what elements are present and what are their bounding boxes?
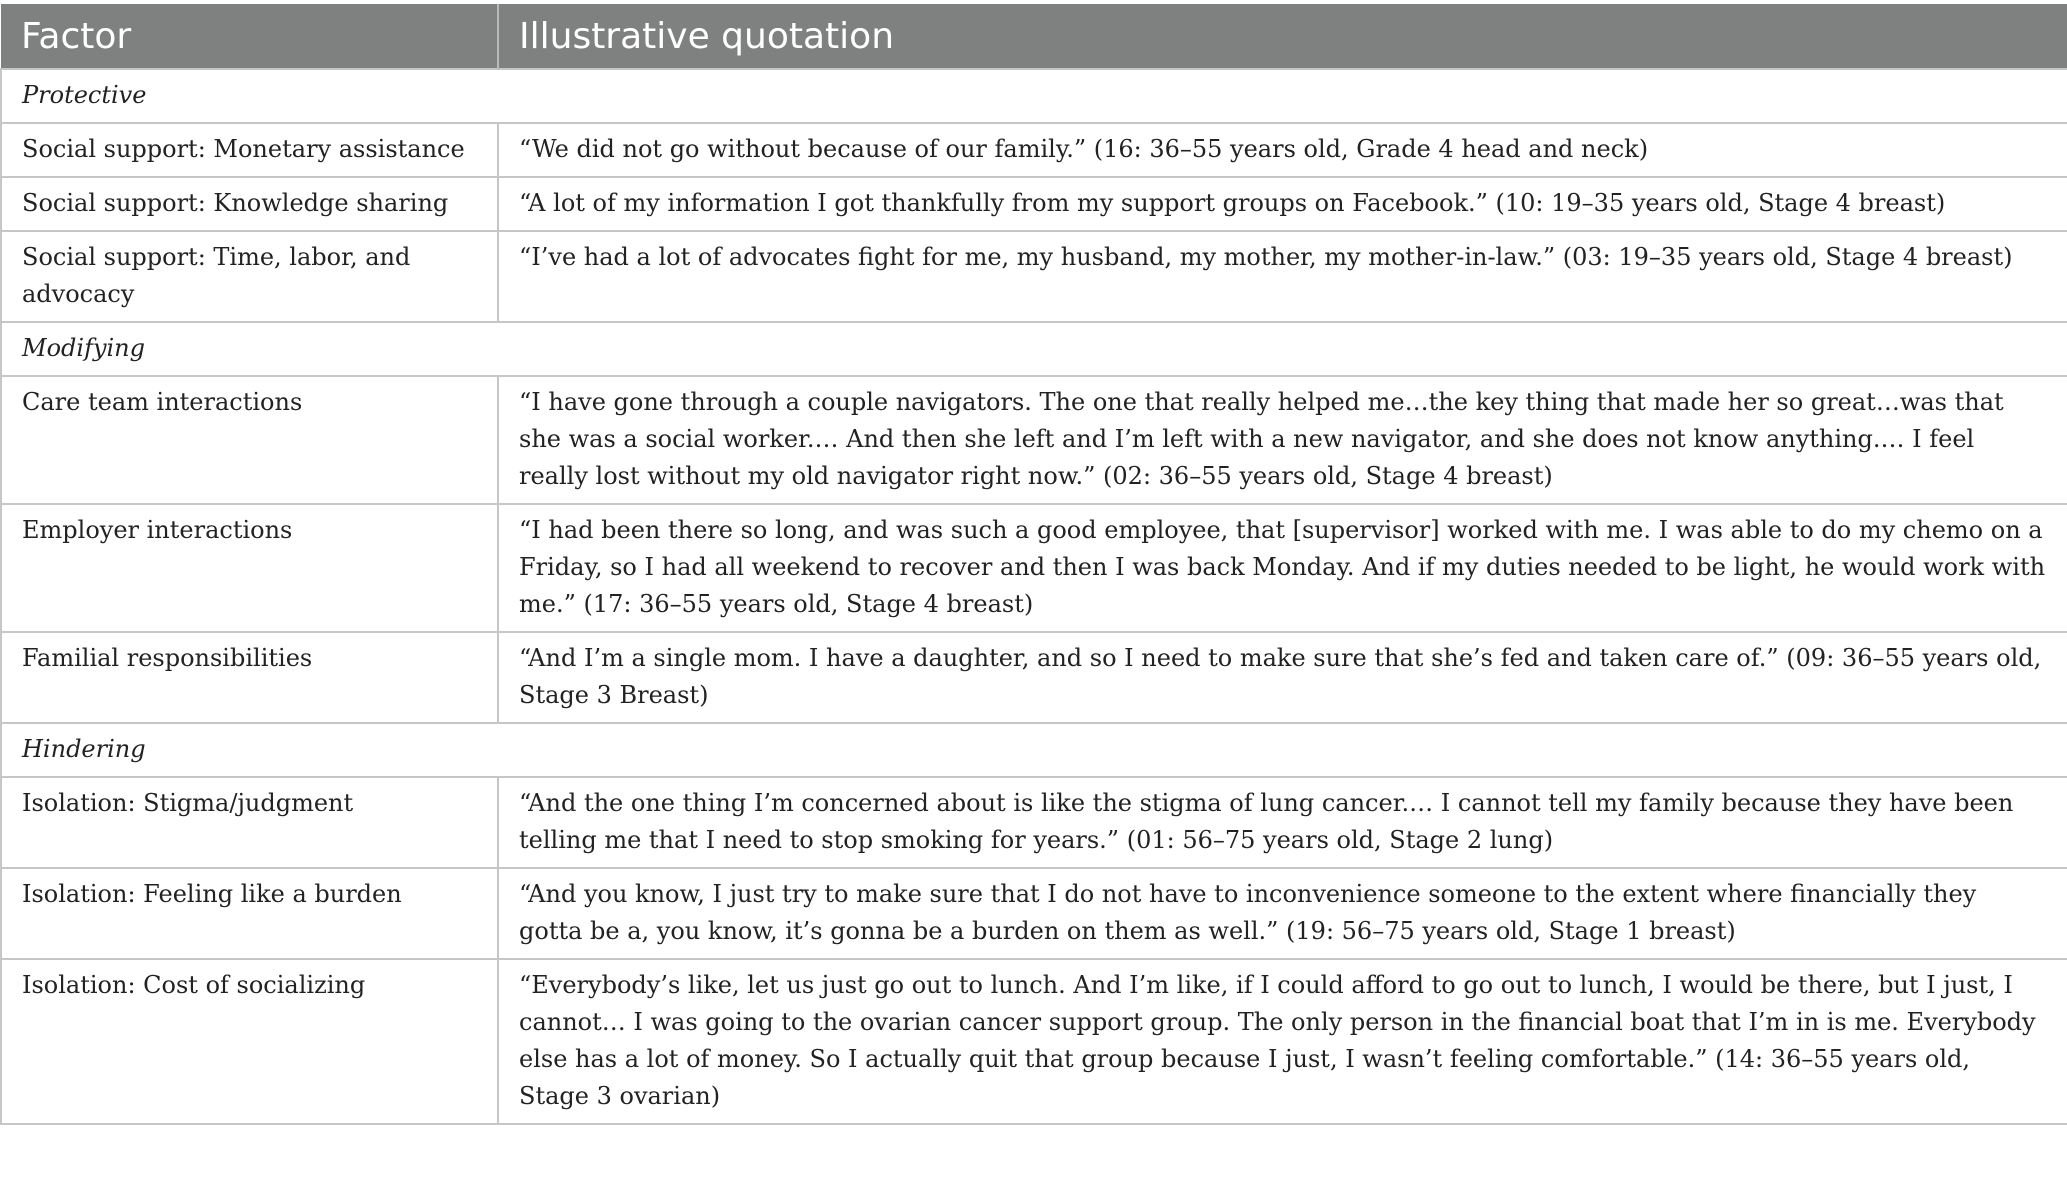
quotation-cell: “I had been there so long, and was such a good employee, that [supervisor] worked with me. I was able to do my chemo on a Friday, so I had all weekend to recover and then I was back Monday. And if my duties needed to be light, he would work with me.” (17: 36–55 years old, Stage 4 breast) (498, 504, 2067, 632)
section-row-hindering (1, 723, 2067, 777)
quotation-cell: “Everybody’s like, let us just go out to lunch. And I’m like, if I could afford to go out to lunch, I would be there, but I just, I cannot… I was going to the ovarian cancer support group. The only person in the financial boat that I’m in is me. Everybody else has a lot of money. So I actually quit that group because I just, I wasn’t feeling comfortable.” (14: 36–55 years old, Stage 3 ovarian) (498, 959, 2067, 1124)
table-row (1, 632, 2067, 723)
section-row-protective (1, 69, 2067, 123)
table-row (1, 177, 2067, 231)
factor-cell: Care team interactions (1, 376, 498, 504)
section-title-modifying: Modifying (1, 322, 2067, 376)
quotation-table (0, 4, 2067, 1125)
quotation-cell: “I have gone through a couple navigators. The one that really helped me…the key thing that made her so great…was that she was a social worker.… And then she left and I’m left with a new navigator, and she does not know anything.… I feel really lost without my old navigator right now.” (02: 36–55 years old, Stage 4 breast) (498, 376, 2067, 504)
table-header (1, 4, 2067, 69)
quotation-cell: “I’ve had a lot of advocates fight for me, my husband, my mother, my mother-in-law.” (03: 19–35 years old, Stage 4 breast) (498, 231, 2067, 322)
factor-cell: Social support: Monetary assistance (1, 123, 498, 177)
factor-cell: Social support: Knowledge sharing (1, 177, 498, 231)
factor-cell: Isolation: Stigma/judgment (1, 777, 498, 868)
factor-cell: Familial responsibilities (1, 632, 498, 723)
section-title-hindering: Hindering (1, 723, 2067, 777)
quotation-cell: “And you know, I just try to make sure that I do not have to inconvenience someone to the extent where financially they gotta be a, you know, it’s gonna be a burden on them as well.” (19: 56–75 years old, Stage 1 breast) (498, 868, 2067, 959)
table-row (1, 123, 2067, 177)
quotation-cell: “A lot of my information I got thankfully from my support groups on Facebook.” (10: 19–35 years old, Stage 4 breast) (498, 177, 2067, 231)
quotation-cell: “And I’m a single mom. I have a daughter, and so I need to make sure that she’s fed and taken care of.” (09: 36–55 years old, Stage 3 Breast) (498, 632, 2067, 723)
factor-cell: Isolation: Cost of socializing (1, 959, 498, 1124)
table-row (1, 959, 2067, 1124)
factor-cell: Employer interactions (1, 504, 498, 632)
table-body (1, 69, 2067, 1124)
quotation-cell: “And the one thing I’m concerned about is like the stigma of lung cancer.… I cannot tell my family because they have been telling me that I need to stop smoking for years.” (01: 56–75 years old, Stage 2 lung) (498, 777, 2067, 868)
table-row (1, 777, 2067, 868)
table-row (1, 868, 2067, 959)
factor-cell: Isolation: Feeling like a burden (1, 868, 498, 959)
header-factor: Factor (1, 4, 498, 69)
header-row (1, 4, 2067, 69)
quotation-table-container (0, 4, 2067, 1125)
section-row-modifying (1, 322, 2067, 376)
header-quotation: Illustrative quotation (498, 4, 2067, 69)
section-title-protective: Protective (1, 69, 2067, 123)
factor-cell: Social support: Time, labor, and advocacy (1, 231, 498, 322)
table-row (1, 504, 2067, 632)
table-row (1, 376, 2067, 504)
table-row (1, 231, 2067, 322)
quotation-cell: “We did not go without because of our family.” (16: 36–55 years old, Grade 4 head and neck) (498, 123, 2067, 177)
